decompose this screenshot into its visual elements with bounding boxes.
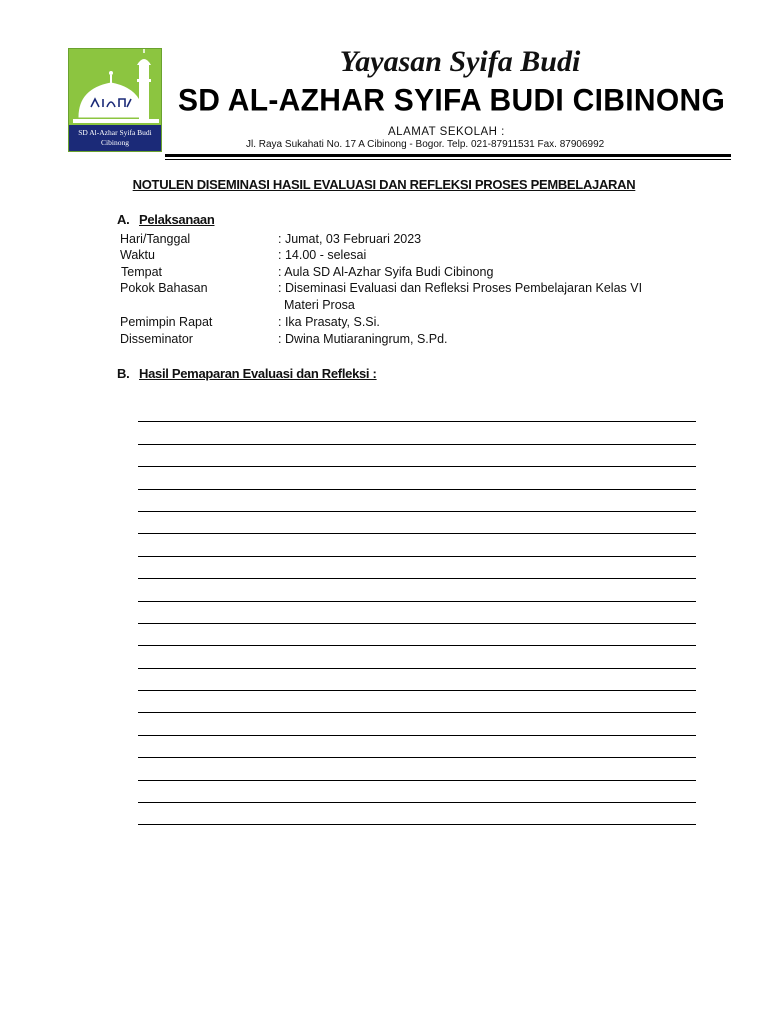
school-address: Jl. Raya Sukahati No. 17 A Cibinong - Bogor. Telp. 021-87911531 Fax. 87906992 <box>246 139 605 150</box>
info-label: Disseminator <box>120 332 193 346</box>
writing-line <box>138 557 696 579</box>
writing-line <box>138 490 696 512</box>
info-value: : Diseminasi Evaluasi dan Refleksi Proses Pembelajaran Kelas VI <box>278 281 643 295</box>
logo-caption-line2: Cibinong <box>101 138 129 147</box>
writing-line <box>138 467 696 489</box>
writing-line <box>138 445 696 467</box>
writing-line <box>138 646 696 668</box>
writing-line <box>138 512 696 534</box>
writing-line <box>138 691 696 713</box>
writing-line <box>138 781 696 803</box>
info-label: Tempat <box>121 265 162 279</box>
section-b-letter: B. <box>117 366 130 381</box>
writing-line <box>138 624 696 646</box>
writing-line <box>138 803 696 825</box>
school-logo <box>68 48 162 152</box>
letterhead-divider-thick <box>165 154 731 157</box>
letterhead-divider-thin <box>165 159 731 160</box>
writing-line <box>138 669 696 691</box>
section-a-heading <box>117 212 214 227</box>
writing-line <box>138 713 696 735</box>
info-value: : 14.00 - selesai <box>278 248 367 262</box>
writing-line <box>138 758 696 780</box>
info-label: Pemimpin Rapat <box>120 315 213 329</box>
address-label: ALAMAT SEKOLAH : <box>388 126 505 138</box>
info-label: Waktu <box>120 248 155 262</box>
logo-caption <box>69 125 161 151</box>
school-name: SD AL-AZHAR SYIFA BUDI CIBINONG <box>178 83 726 118</box>
writing-lines <box>138 400 696 825</box>
info-value: : Aula SD Al-Azhar Syifa Budi Cibinong <box>278 265 494 279</box>
section-b-heading <box>117 366 377 381</box>
writing-line <box>138 534 696 556</box>
foundation-name: Yayasan Syifa Budi <box>339 45 581 78</box>
writing-line <box>138 579 696 601</box>
info-value: : Ika Prasaty, S.Si. <box>278 315 380 329</box>
document-title: NOTULEN DISEMINASI HASIL EVALUASI DAN REFLEKSI PROSES PEMBELAJARAN <box>132 177 636 192</box>
mosque-logo-icon <box>69 49 162 129</box>
section-b-title: Hasil Pemaparan Evaluasi dan Refleksi : <box>139 366 377 381</box>
info-label: Hari/Tanggal <box>120 232 191 246</box>
writing-line <box>138 400 696 422</box>
section-a-title: Pelaksanaan <box>139 212 215 227</box>
info-value: : Dwina Mutiaraningrum, S.Pd. <box>278 332 448 346</box>
info-value-continued: Materi Prosa <box>284 298 355 312</box>
logo-caption-line1: SD Al-Azhar Syifa Budi <box>78 128 152 137</box>
section-a-letter: A. <box>117 212 130 227</box>
writing-line <box>138 422 696 444</box>
writing-line <box>138 602 696 624</box>
info-value: : Jumat, 03 Februari 2023 <box>278 232 422 246</box>
writing-line <box>138 736 696 758</box>
info-label: Pokok Bahasan <box>120 281 208 295</box>
